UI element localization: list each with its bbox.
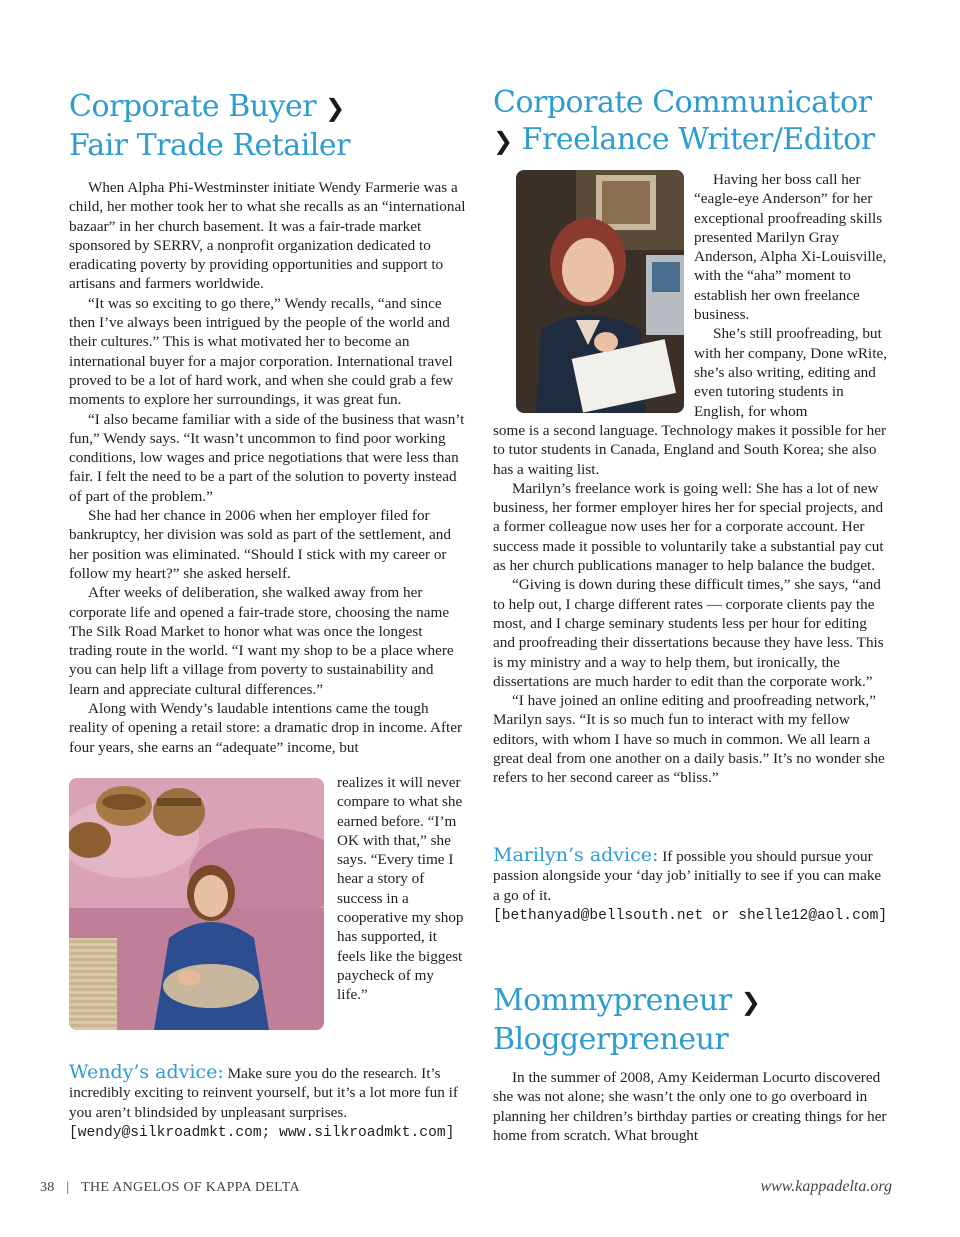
right-body [493,421,891,788]
wendy-contact: [wendy@silkroadmkt.com; www.silkroadmkt.com] [69,1124,455,1141]
chevron-right-icon: ❯ [493,127,513,155]
page-number: 38 [40,1180,55,1195]
paragraph: She’s still proofreading, but with her company, Done wRite, she’s also writing, editing and even tutoring students in English, for whom [694,325,888,420]
paragraph: “Giving is down during these difficult times,” she says, “and to help out, I charge different rates — corporate clients pay the most, and I charge seminary students less per hour for editing and proofreading their dissertations because they have less. This is my ministry and a way to help them, but ironically, the dissertations are much harder to edit than the corporate work.” [493,576,884,690]
footer-separator: | [66,1180,70,1195]
right-heading-line2: Freelance Writer/Editor [521,122,875,157]
left-side-text: realizes it will never compare to what she earned before. “I’m OK with that,” she says. “Every time I hear a story of success in a cooperative my shop has supported, it feels like the biggest paycheck of my life.” [337,774,464,1004]
mommy-body [493,1068,891,1145]
paragraph: She had her chance in 2006 when her employer filed for bankruptcy, her division was sold as part of the settlement, and her position was eliminated. “Should I stick with my career or follow my heart?” she asked herself. [69,507,451,582]
footer-website[interactable]: www.kappadelta.org [760,1178,892,1195]
wendy-advice [69,1063,466,1143]
paragraph: “I have joined an online editing and proofreading network,” Marilyn says. “It is so much fun to interact with my fellow editors, with whom I have so much in common. We all learn a great deal from one another on a daily basis.” It’s no wonder she refers to her second career as “bliss.” [493,692,885,787]
wendy-advice-label: Wendy’s advice: [69,1061,224,1083]
wendy-advice-text: Make sure you do the research. It’s incredibly exciting to reinvent yourself, but it’s a lot more fun if you aren’t blindsided by unpleasant surprises. [69,1065,458,1121]
paragraph: “It was so exciting to go there,” Wendy recalls, “and since then I’ve always been intrigued by the people of the world and their cultures.” This is what motivated her to become an international buyer for a major corporation. International travel proved to be a lot of hard work, and when she could grab a few moments to explore her surroundings, it was great fun. [69,294,454,409]
left-heading-line2: Fair Trade Retailer [69,128,350,163]
right-heading-line1: Corporate Communicator [493,85,872,120]
mommy-heading [493,982,891,1058]
paragraph: When Alpha Phi-Westminster initiate Wendy Farmerie was a child, her mother took her to what she recalls as an “international bazaar” in her church basement. It was a fair-trade market sponsored by SERRV, a nonprofit organization dedicated to eradicating poverty by providing opportunities and support to artisans and farmers worldwide. [69,179,466,293]
left-body [69,178,466,757]
chevron-right-icon: ❯ [325,94,345,122]
paragraph: some is a second language. Technology makes it possible for her to tutor students in Canada, England and South Korea; she also has a waiting list. [493,422,887,478]
paragraph: After weeks of deliberation, she walked away from her corporate life and opened a fair-trade store, choosing the name The Silk Road Market to honor what was once the longest trading route in the world. “I want my shop to be a place where you can help lift a village from poverty to sustainability and learn and appreciate cultural differences.” [69,584,454,698]
paragraph: Having her boss call her “eagle-eye Anderson” for her exceptional proofreading skills presented Marilyn Gray Anderson, Alpha Xi-Louisville, with the “aha” moment to establish her own freelance business. [694,171,887,324]
paragraph: “I also became familiar with a side of the business that wasn’t fun,” Wendy says. “It wasn’t uncommon to find poor working conditions, low wages and price negotiations that were less than fair. I felt the need to be a part of the solution to poverty instead of part of the problem.” [69,410,465,505]
marilyn-photo [516,170,684,413]
right-article [493,84,891,160]
chevron-right-icon: ❯ [740,988,761,1016]
left-heading-line1: Corporate Buyer [69,89,317,124]
paragraph: In the summer of 2008, Amy Keiderman Locurto discovered she was not alone; she wasn’t the only one to go overboard in planning her children’s birthday parties or creating things for her home from scratch. What brought [493,1069,887,1144]
footer-left [40,1180,300,1196]
paragraph: Along with Wendy’s laudable intentions came the tough reality of opening a retail store: a dramatic drop in income. After four years, she earns an “adequate” income, but [69,700,463,756]
mommy-heading-line1: Mommypreneur [493,983,732,1018]
wendy-photo-illustration [69,778,324,1030]
marilyn-advice-text: If possible you should pursue your passion alongside your ‘day job’ initially to see if you can make a go of it. [493,848,882,904]
publication-name: THE ANGELOS OF KAPPA DELTA [81,1180,300,1195]
marilyn-advice-label: Marilyn’s advice: [493,844,659,866]
left-article [69,88,466,757]
marilyn-contact: [bethanyad@bellsouth.net or shelle12@aol.com] [493,907,888,924]
right-wrap-text [694,170,890,421]
paragraph: Marilyn’s freelance work is going well: She has a lot of new business, her former employer hires her for special projects, and a former colleague now uses her for a corporate account. Her success made it possible to voluntarily take a substantial pay cut as her church publications manager to help balance the budget. [493,479,884,575]
left-heading [69,88,466,164]
wendy-photo [69,778,324,1030]
mommy-heading-line2: Bloggerpreneur [493,1022,729,1057]
right-heading [493,84,891,160]
marilyn-photo-illustration [516,170,684,413]
marilyn-advice [493,846,891,926]
